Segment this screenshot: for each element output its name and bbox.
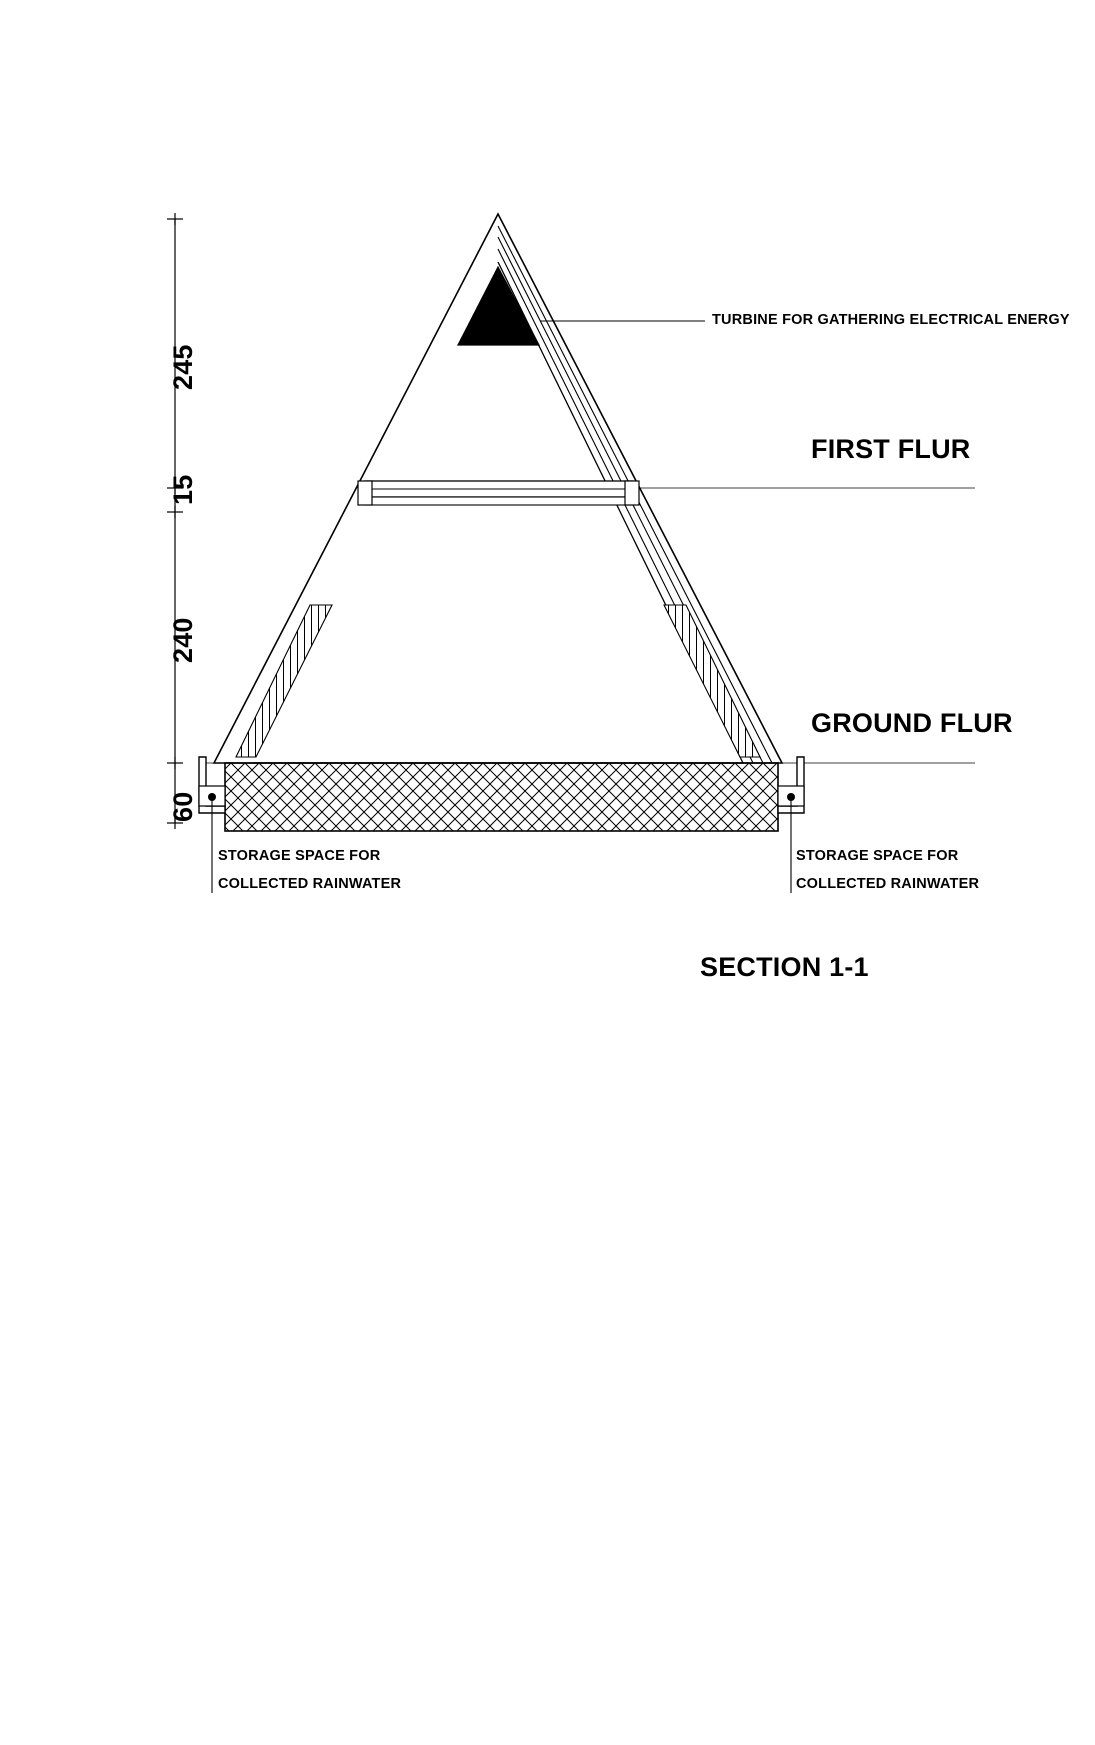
level-first-floor: FIRST FLUR	[811, 434, 971, 464]
dimension-240: 240	[168, 617, 198, 663]
dimension-60: 60	[168, 791, 198, 822]
foundation-slab	[225, 763, 778, 831]
section-title: SECTION 1-1	[700, 952, 869, 982]
callout-turbine: TURBINE FOR GATHERING ELECTRICAL ENERGY	[712, 312, 1070, 328]
note-storage-left-line2: COLLECTED RAINWATER	[218, 876, 402, 892]
first-floor-slab	[358, 481, 639, 505]
dimension-line-group	[167, 213, 183, 829]
note-storage-right-line1: STORAGE SPACE FOR	[796, 848, 959, 864]
dimension-15: 15	[168, 474, 198, 505]
dimension-245: 245	[168, 344, 198, 390]
note-storage-left-line1: STORAGE SPACE FOR	[218, 848, 381, 864]
level-ground-floor: GROUND FLUR	[811, 708, 1013, 738]
note-storage-right-line2: COLLECTED RAINWATER	[796, 876, 980, 892]
